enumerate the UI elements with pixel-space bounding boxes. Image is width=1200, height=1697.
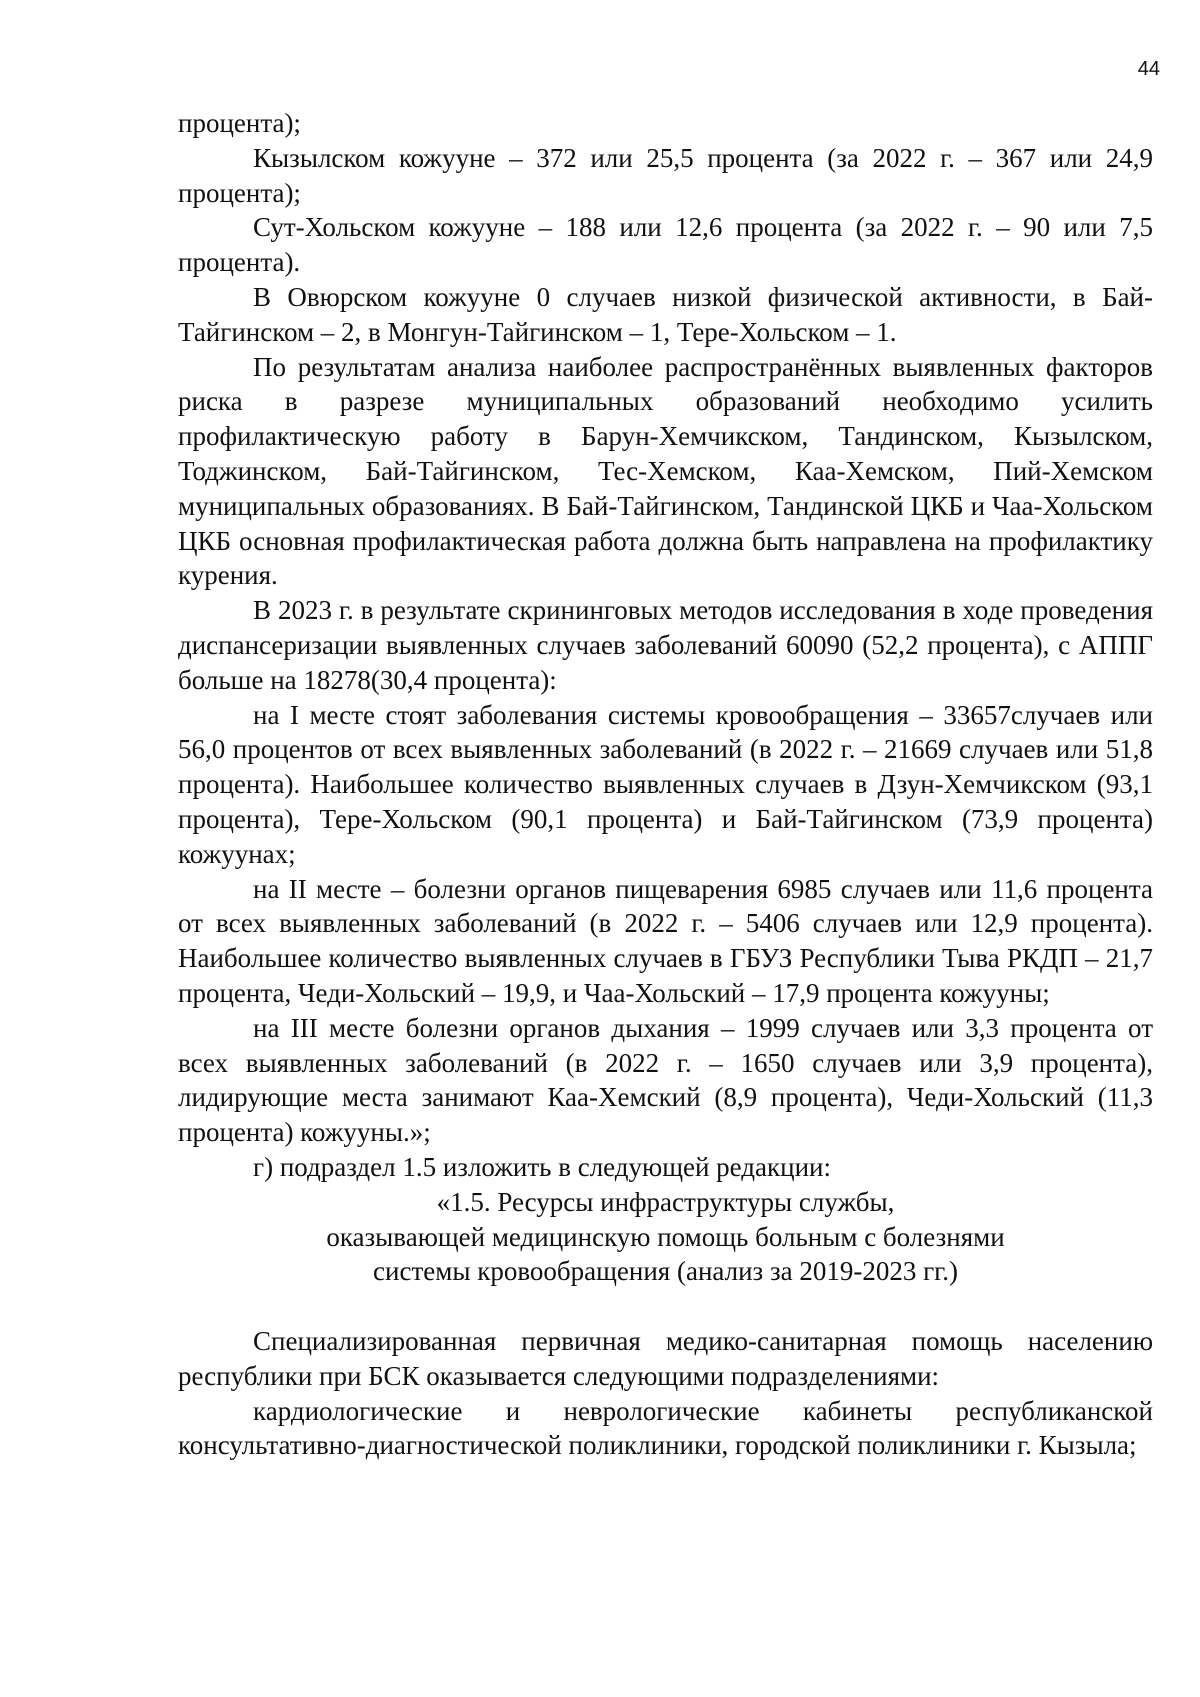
- section-heading-line: системы кровообращения (анализ за 2019-2023 гг.): [373, 1256, 958, 1287]
- section-heading-line: оказывающей медицинскую помощь больным с болезнями: [326, 1221, 1005, 1252]
- paragraph: на III месте болезни органов дыхания – 1999 случаев или 3,3 процента от всех выявленных заболеваний (в 2022 г. – 1650 случаев или 3,9 процента), лидирующие места занимают Каа-Хемский (8,9 процента), Чеди-Хольский (11,3 процента) кожууны.»;: [178, 1012, 1153, 1148]
- section-heading-line: «1.5. Ресурсы инфраструктуры службы,: [436, 1186, 895, 1217]
- paragraph: процента);: [178, 108, 301, 138]
- paragraph: В 2023 г. в результате скрининговых методов исследования в ходе проведения диспансеризации выявленных случаев заболеваний 60090 (52,2 процента), с АППГ больше на 18278(30,4 процента):: [178, 595, 1153, 695]
- paragraph: на I месте стоят заболевания системы кровообращения – 33657случаев или 56,0 процентов от всех выявленных заболеваний (в 2022 г. – 21669 случаев или 51,8 процента). Наибольшее количество выявленных случаев в Дзун-Хемчикском (93,1 процента), Тере-Хольском (90,1 процента) и Бай-Тайгинском (73,9 процента) кожуунах;: [178, 699, 1153, 869]
- paragraph: Специализированная первичная медико-санитарная помощь населению республики при БСК оказывается следующими подразделениями:: [178, 1326, 1153, 1391]
- page-number: 44: [1137, 58, 1160, 80]
- paragraph: Сут-Хольском кожууне – 188 или 12,6 процента (за 2022 г. – 90 или 7,5 процента).: [178, 212, 1153, 278]
- paragraph: Кызылском кожууне – 372 или 25,5 процента (за 2022 г. – 367 или 24,9 процента);: [178, 142, 1153, 208]
- section-heading: [178, 1185, 1153, 1289]
- document-body: [178, 106, 1153, 1463]
- paragraph: на II месте – болезни органов пищеварения 6985 случаев или 11,6 процента от всех выявленных заболеваний (в 2022 г. – 5406 случаев или 12,9 процента). Наибольшее количество выявленных случаев в ГБУЗ Республики Тыва РКДП – 21,7 процента, Чеди-Хольский – 19,9, и Чаа-Хольский – 17,9 процента кожууны;: [178, 873, 1153, 1008]
- paragraph: кардиологические и неврологические кабинеты республиканской консультативно-диагностической поликлиники, городской поликлиники г. Кызыла;: [178, 1395, 1153, 1461]
- paragraph: г) подраздел 1.5 изложить в следующей редакции:: [253, 1151, 831, 1182]
- paragraph: По результатам анализа наиболее распространённых выявленных факторов риска в разрезе муниципальных образований необходимо усилить профилактическую работу в Барун-Хемчикском, Тандинском, Кызылском, Тоджинском, Бай-Тайгинском, Тес-Хемском, Каа-Хемском, Пий-Хемском муниципальных образованиях. В Бай-Тайгинском, Тандинской ЦКБ и Чаа-Хольском ЦКБ основная профилактическая работа должна быть направлена на профилактику курения.: [178, 351, 1153, 591]
- paragraph: В Овюрском кожууне 0 случаев низкой физической активности, в Бай-Тайгинском – 2, в Монгун-Тайгинском – 1, Тере-Хольском – 1.: [178, 281, 1153, 347]
